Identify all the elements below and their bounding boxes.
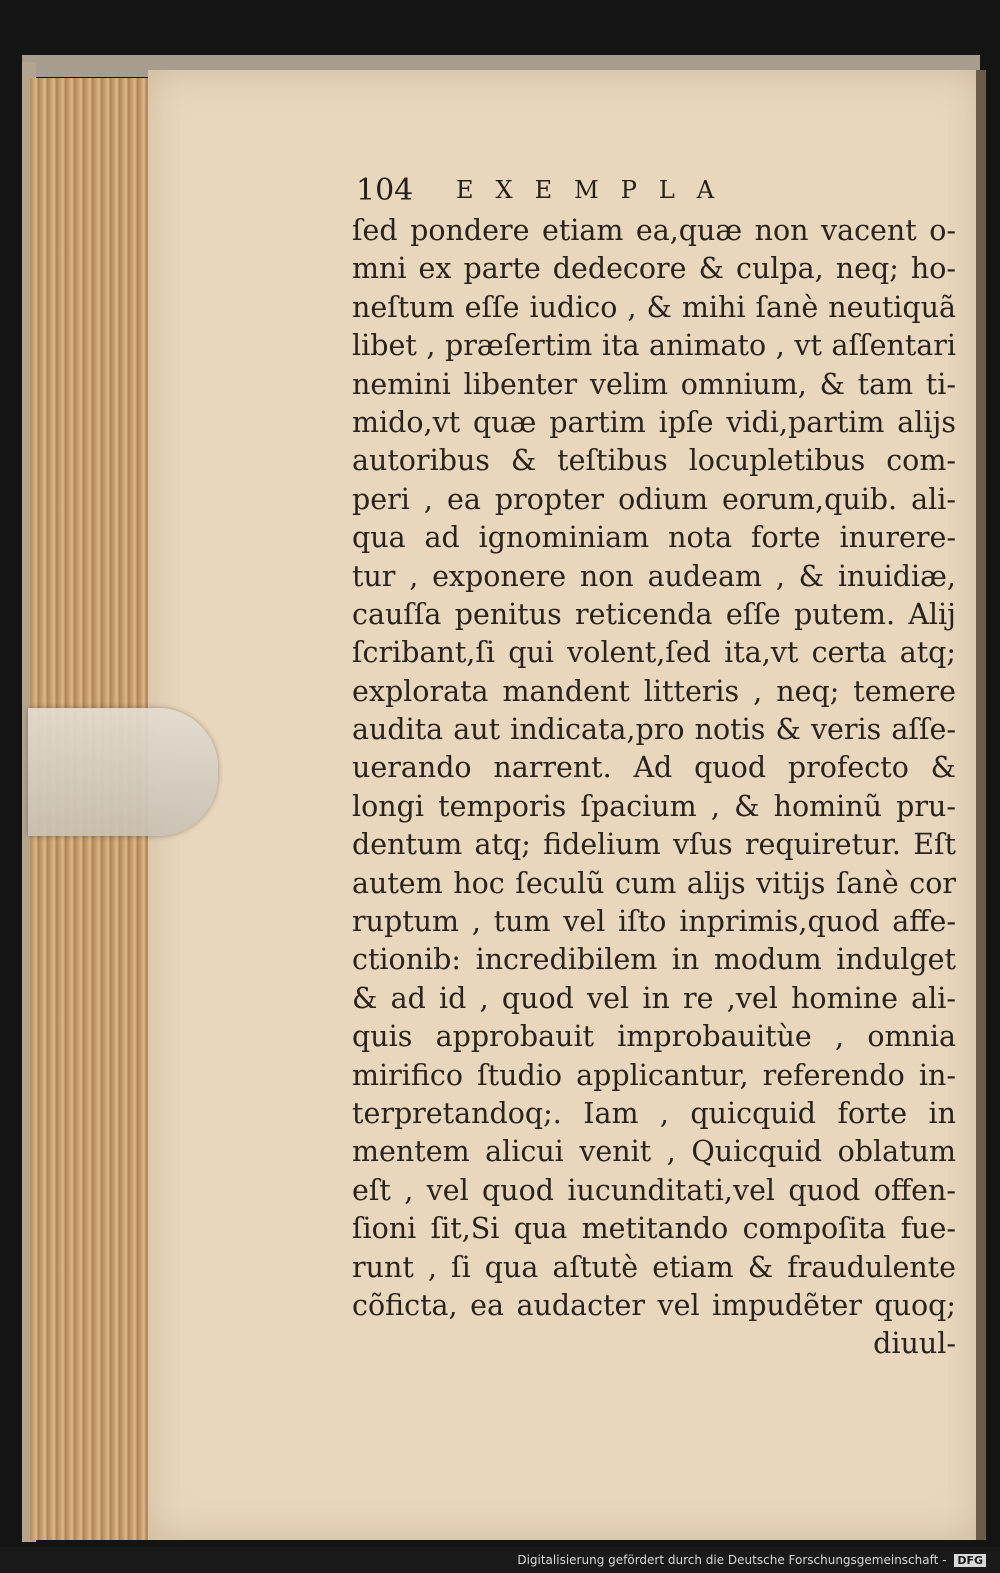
text-block — [352, 212, 956, 1364]
catchword: diuul- — [873, 1327, 956, 1361]
text-line: ruptum , tum vel iſto inprimis,quod affe- — [352, 905, 956, 939]
text-line: dentum atq; fidelium vſus requiretur. Eſt — [352, 828, 956, 862]
footer-bar — [0, 1547, 1000, 1573]
text-line: ctionib: incredibilem in modum indulget — [352, 943, 956, 977]
text-line: tur , exponere non audeam , & inuidiæ, — [352, 559, 956, 593]
text-line: audita aut indicata,pro notis & veris aſſe- — [352, 713, 956, 747]
text-line: ſcribant,ſi qui volent,ſed ita,vt certa atq; — [352, 636, 956, 670]
running-head — [356, 170, 826, 210]
text-line: peri , ea propter odium eorum,quib. ali- — [352, 482, 956, 516]
text-line: & ad id , quod vel in re ,vel homine ali- — [352, 981, 956, 1015]
running-title: EXEMPLA — [456, 176, 737, 204]
text-line: terpretandoq;. Iam , quicquid forte in — [352, 1096, 956, 1130]
text-line: quis approbauit improbauitùe , omnia — [352, 1020, 956, 1054]
text-line: nemini libenter velim omnium, & tam ti- — [352, 367, 956, 401]
text-line: ſed pondere etiam ea,quæ non vacent o- — [352, 214, 956, 247]
text-line: qua ad ignominiam nota forte inurere- — [352, 521, 956, 555]
dfg-logo: DFG — [954, 1554, 986, 1567]
text-line: autem hoc ſeculũ cum alijs vitijs ſanè cor — [352, 866, 956, 900]
binding-board-right — [976, 70, 986, 1540]
text-line: explorata mandent litteris , neq; temere — [352, 674, 956, 708]
text-line: eſt , vel quod iucunditati,vel quod offen- — [352, 1173, 956, 1207]
footer-credit-text: Digitalisierung gefördert durch die Deutsche Forschungsgemeinschaft - — [517, 1553, 947, 1567]
text-line: ſioni ſit,Si qua metitando compoſita fue- — [352, 1212, 956, 1246]
text-line: libet , præſertim ita animato , vt aſſentari — [352, 329, 956, 363]
page-number: 104 — [356, 172, 414, 208]
text-line: mirifico ſtudio applicantur, referendo in- — [352, 1058, 956, 1092]
text-line: longi temporis ſpacium , & hominũ pru- — [352, 789, 956, 823]
text-line: mni ex parte dedecore & culpa, neq; ho- — [352, 252, 956, 286]
text-line: runt , ſi qua aſtutè etiam & fraudulente — [352, 1250, 956, 1284]
text-line: cauſſa penitus reticenda eſſe putem. Alij — [352, 597, 956, 631]
text-line: uerando narrent. Ad quod profecto & — [352, 751, 956, 785]
footer-credit — [517, 1553, 986, 1567]
text-line: mentem alicui venit , Quicquid oblatum — [352, 1135, 956, 1169]
text-line: mido,vt quæ partim ipſe vidi,partim alijs — [352, 405, 956, 439]
text-line: neſtum eſſe iudico , & mihi ſanè neutiquã — [352, 290, 956, 324]
text-line: cõficta, ea audacter vel impudẽter quoq; — [352, 1288, 956, 1322]
text-line: autoribus & teſtibus locupletibus com- — [352, 444, 956, 478]
page-clip — [28, 708, 218, 836]
